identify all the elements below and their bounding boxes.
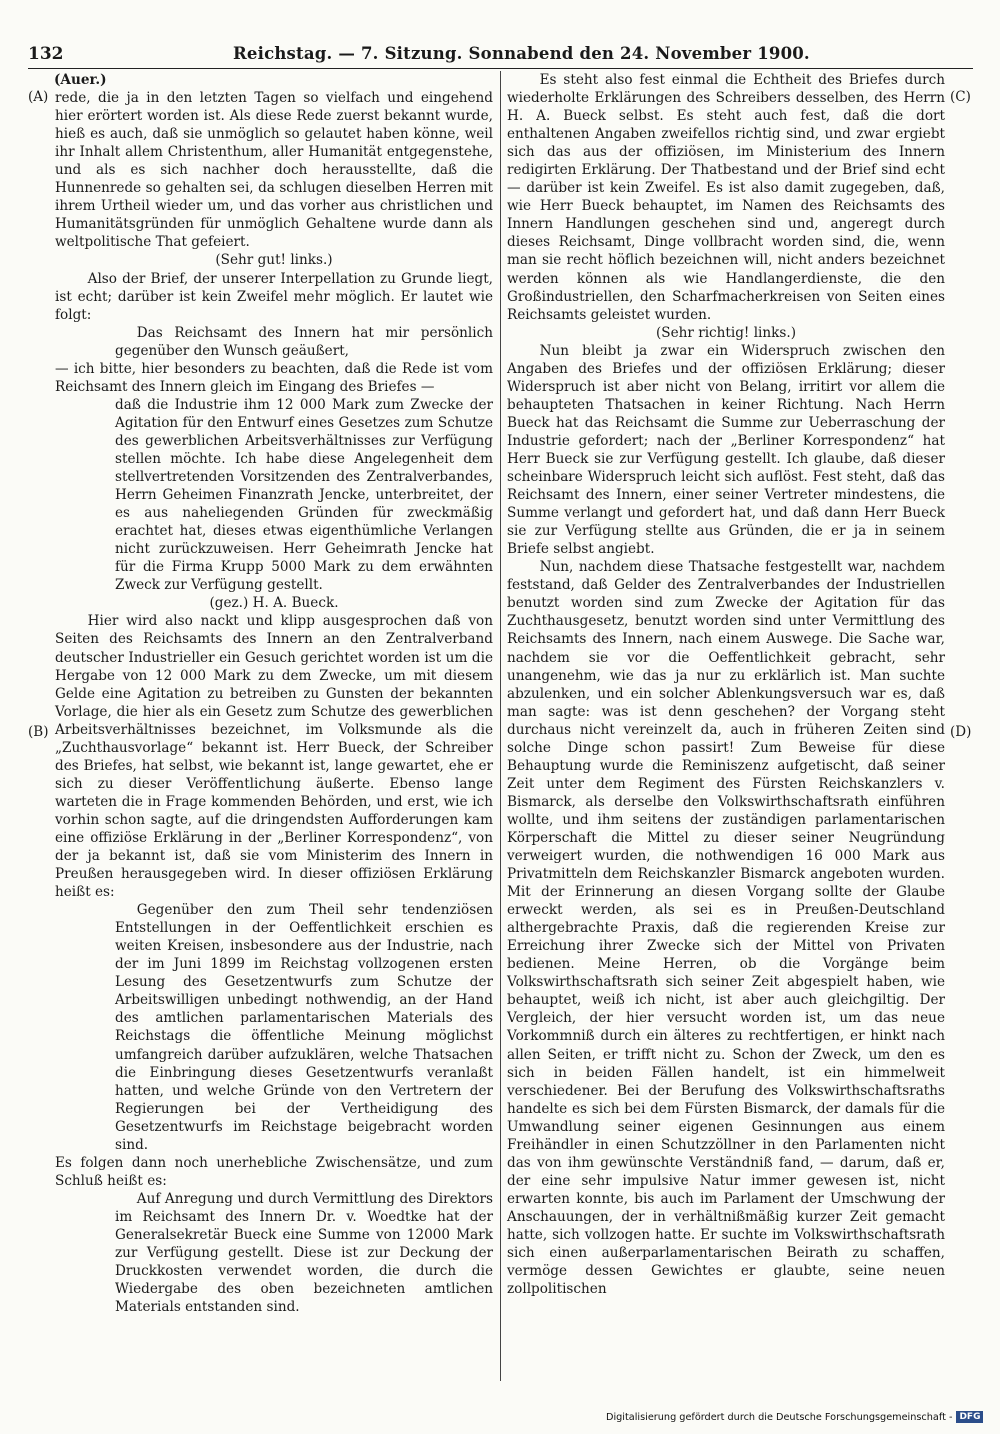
paragraph: Nun, nachdem diese Thatsache festgestellt war, nachdem feststand, daß Gelder des Zentralverbandes der Industriellen benutzt worden sind zum Zwecke der Agitation für das Zuchthausgesetz, benutzt worden sind unter Vermittlung des Reichsamts des Innern, nach einem Auswege. Die Sache war, nachdem sie vor die Oeffentlichkeit gebracht, sehr unangenehm, wie das ja nur zu erklärlich ist. Man suchte abzulenken, und ein solcher Ablenkungsversuch war es, daß man sagte: was ist denn geschehen? der Vorgang steht durchaus nicht vereinzelt da, auch in früheren Zeiten sind solche Dinge schon passirt! Zum Beweise für diese Behauptung wurde die Reminiszenz aufgetischt, daß seiner Zeit unter dem Regiment des Fürsten Reichskanzlers v. Bismarck, als derselbe den Volkswirthschaftsrath einführen wollte, und ihm seitens der zuständigen parlamentarischen Körperschaft die Mittel zu dieser seiner Neugründung verweigert wurden, die nothwendigen 16 000 Mark aus Privatmitteln dem Reichskanzler Bismarck angeboten wurden. Mit der Erinnerung an diesen Vorgang sollte der Glaube erweckt werden, als sei es in Preußen-Deutschland althergebrachte Praxis, daß die regierenden Kreise zur Erreichung ihrer Zwecke sich der Mittel von Privaten bedienen. Meine Herren, ob die Vorgänge beim Volkswirthschaftsrath sich seiner Zeit abgespielt haben, wie behauptet, weiß ich nicht, ist aber auch gleichgiltig. Der Vergleich, der hier versucht worden ist, um das neue Vorkommniß durch ein älteres zu rechtfertigen, er hinkt nach allen Seiten, er trifft nicht zu. Schon der Zweck, um den es sich in beiden Fällen handelt, ist ein himmelweit verschiedener. Bei der Berufung des Volkswirthschaftsraths handelte es sich bei dem Fürsten Bismarck, der damals für die Umwandlung seiner eigenen Gesinnungen aus einem Freihändler in einen Schutzzöllner in den Parlamenten nicht das von ihm gewünschte Verständniß fand, — darum, daß er, der eine sehr impulsive Natur immer gewesen ist, nicht erwarten konnte, bis auch im Parlament der Umschwung der Anschauungen, der in verhältnißmäßig kurzer Zeit gemacht hatte, sich vollzogen hatte. Er suchte im Volkswirthschaftsrath sich einen außerparlamentarischen Beirath zu schaffen, vermöge dessen Gewichtes er glaubte, seine neuen zollpolitischen: [507, 559, 945, 1298]
footer-credit: [606, 1411, 983, 1423]
column-divider: [500, 71, 501, 1381]
left-column: [55, 71, 493, 1316]
dfg-logo: DFG: [956, 1411, 983, 1423]
margin-marker-a: (A): [28, 89, 49, 105]
paragraph: Es folgen dann noch unerhebliche Zwischensätze, und zum Schluß heißt es:: [55, 1154, 493, 1189]
paragraph: rede, die ja in den letzten Tagen so vielfach und eingehend hier erörtert worden ist. Als diese Rede zuerst bekannt wurde, hieß es auch, daß sie unmöglich so gelautet haben könne, weil ihr Inhalt allem Christenthum, aller Humanität entgegenstehe, und als es sich nachher doch herausstellte, daß die Hunnenrede so gehalten sei, da schlugen dieselben Herren mit ihrem Urtheil wieder um, und das vorher aus christlichen und Humanitätsgründen für unmöglich Gehaltene wurde dann als weltpolitische That gefeiert.: [55, 90, 493, 251]
header-rule: [28, 68, 973, 69]
margin-marker-c: (C): [950, 89, 971, 105]
page-header: [28, 44, 973, 68]
paragraph: Nun bleibt ja zwar ein Widerspruch zwischen den Angaben des Briefes und der offiziösen Erklärung; dieser Widerspruch ist aber nicht von Belang, irritirt vor allem die behaupteten Thatsachen in keiner Richtung. Nach Herrn Bueck hat das Reichsamt die Summe zur Ueberraschung der Industrie gefordert; nach der „Berliner Korrespondenz“ hat Herr Bueck sie zur Verfügung gestellt. Ich glaube, daß dieser scheinbare Widerspruch leicht sich auflöst. Fest steht, daß das Reichsamt des Innern, einer seiner Vertreter mindestens, die Summe verlangt und gefordert hat, und daß dann Herr Bueck sie zur Verfügung stellte aus Gründen, die er ja in seinem Briefe selbst angiebt.: [507, 342, 945, 558]
page-number: 132: [28, 44, 64, 64]
right-column: [507, 71, 945, 1298]
paragraph: Also der Brief, der unserer Interpellation zu Grunde liegt, ist echt; darüber ist kein Zweifel mehr möglich. Er lautet wie folgt:: [55, 270, 493, 323]
signature-line: (gez.) H. A. Bueck.: [209, 595, 339, 612]
quotation: Gegenüber den zum Theil sehr tendenziösen Entstellungen in der Oeffentlichkeit erschien es weiten Kreisen, insbesondere aus der Industrie, nach der im Juni 1899 im Reichstag vollzogenen ersten Lesung des Gesetzentwurfs zum Schutze der Arbeitswilligen unbedingt nothwendig, an der Hand des amtlichen parlamentarischen Materials des Reichstags die öffentliche Meinung möglichst umfangreich darüber aufzuklären, welche Thatsachen die Einbringung dieses Gesetzentwurfs veranlaßt hatten, und welche Gründe von den Vertretern der Regierungen bei der Vertheidigung des Gesetzentwurfs im Reichstage beigebracht worden sind.: [115, 902, 493, 1153]
speaker-label: (Auer.): [54, 72, 107, 88]
quotation: Das Reichsamt des Innern hat mir persönlich gegenüber den Wunsch geäußert,: [115, 324, 493, 359]
paragraph: — ich bitte, hier besonders zu beachten, daß die Rede ist vom Reichsamt des Innern gleich im Eingang des Briefes —: [55, 360, 493, 395]
interjection: (Sehr richtig! links.): [655, 324, 797, 341]
paragraph: Es steht also fest einmal die Echtheit des Briefes durch wiederholte Erklärungen des Schreibers desselben, des Herrn H. A. Bueck selbst. Es steht auch fest, daß die dort enthaltenen Angaben zweifellos richtig sind, und zwar ergiebt sich das aus der offiziösen, im Ministerium des Innern redigirten Erklärung. Der Thatbestand und der Brief sind echt — darüber ist kein Zweifel. Es ist also damit zugegeben, daß, wie Herr Bueck behauptet, im Namen des Reichsamts des Innern Handlungen geschehen sind und, angeregt durch dieses Reichsamt, Dinge vollbracht worden sind, die, wenn man sie recht höflich bezeichnen will, nicht anders bezeichnet werden können als wie Handlangerdienste, die den Großindustriellen, den Scharfmacherkreisen von Seiten eines Reichsamts geleistet wurden.: [507, 72, 945, 323]
paragraph: Hier wird also nackt und klipp ausgesprochen daß von Seiten des Reichsamts des Innern an den Zentralverband deutscher Industrieller ein Gesuch gerichtet worden ist um die Hergabe von 12 000 Mark zu dem Zwecke, um mit diesem Gelde eine Agitation zu betreiben zu Gunsten der bekannten Vorlage, die hier als ein Gesetz zum Schutze des gewerblichen Arbeitsverhältnisses bezeichnet, im Volksmunde als die „Zuchthausvorlage“ bekannt ist. Herr Bueck, der Schreiber des Briefes, hat selbst, wie bekannt ist, lange gewartet, ehe er sich zu dieser Veröffentlichung äußerte. Ebenso lange warteten die in Frage kommenden Behörden, und erst, wie ich vorhin schon sagte, auf die dringendsten Aufforderungen kam eine offiziöse Erklärung in der „Berliner Korrespondenz“, von der ja bekannt ist, daß sie vom Ministerim des Innern in Preußen herausgegeben wird. In dieser offiziösen Erklärung heißt es:: [55, 613, 493, 901]
margin-marker-b: (B): [28, 724, 49, 740]
quotation: daß die Industrie ihm 12 000 Mark zum Zwecke der Agitation für den Entwurf eines Gesetzes zum Schutze des gewerblichen Arbeitsverhältnisses zur Verfügung stellen möchte. Ich habe diese Angelegenheit dem stellvertretenden Vorsitzenden des Zentralverbandes, Herrn Geheimen Finanzrath Jencke, unterbreitet, der es aus naheliegenden Gründen für zweckmäßig erachtet hat, dieses etwas eigenthümliche Verlangen nicht zurückzuweisen. Herr Geheimrath Jencke hat für die Firma Krupp 5000 Mark zu dem erwähnten Zweck zur Verfügung gestellt.: [115, 396, 493, 594]
footer-text: Digitalisierung gefördert durch die Deutsche Forschungsgemeinschaft -: [606, 1412, 953, 1423]
quotation: Auf Anregung und durch Vermittlung des Direktors im Reichsamt des Innern Dr. v. Woedtke hat der Generalsekretär Bueck eine Summe von 12000 Mark zur Verfügung gestellt. Diese ist zur Deckung der Druckkosten verwendet worden, die durch die Wiedergabe des oben bezeichneten amtlichen Materials entstanden sind.: [115, 1190, 493, 1316]
running-title: Reichstag. — 7. Sitzung. Sonnabend den 24. November 1900.: [233, 44, 810, 63]
margin-marker-d: (D): [950, 724, 972, 740]
interjection: (Sehr gut! links.): [215, 252, 333, 269]
